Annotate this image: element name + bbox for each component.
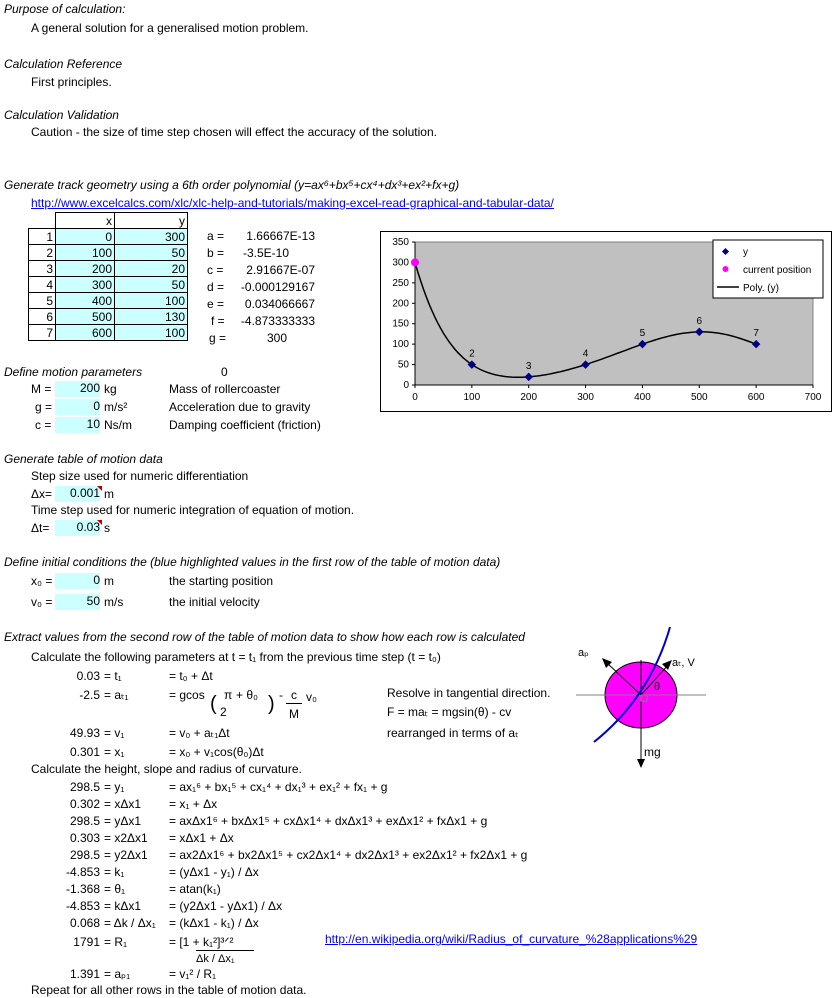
param-sym: c = (35, 418, 52, 432)
dx-sym: Δx= (31, 487, 53, 501)
y-cell[interactable]: 50 (115, 277, 188, 293)
x-tick-label: 500 (690, 392, 708, 403)
col-x-header: x (56, 213, 115, 229)
coef-label: c = (207, 263, 224, 277)
row-index: 7 (29, 325, 56, 341)
frac-m: M (289, 707, 299, 721)
y-cell[interactable]: 300 (115, 229, 188, 245)
y-cell[interactable]: 100 (115, 325, 188, 341)
coef-value: 300 (266, 331, 287, 345)
mg-arrowhead (637, 759, 645, 768)
frac-c: c (291, 688, 297, 702)
x-tick-label: 200 (520, 392, 538, 403)
row-index: 1 (29, 229, 56, 245)
row-value: 0.303 (69, 831, 100, 845)
row-equation: = atan(k₁) (169, 882, 221, 896)
row-symbol: = xΔx1 (104, 797, 142, 811)
r-denominator: Δk / Δx₁ (196, 953, 235, 965)
row-equation: = ax2Δx1⁶ + bx2Δx1⁵ + cx2Δx1⁴ + dx2Δx1³ + ex2Δx1² + fx2Δx1 + g (169, 848, 528, 862)
row-symbol: = t₁ (104, 669, 122, 683)
data-label: 5 (639, 328, 646, 340)
frac-pi: π (224, 688, 233, 702)
row-symbol: = x2Δx1 (104, 831, 148, 845)
row-equation: = ax₁⁶ + bx₁⁵ + cx₁⁴ + dx₁³ + ex₁² + fx₁ + g (169, 780, 388, 794)
table-row (29, 229, 188, 245)
row-value: 49.93 (69, 726, 100, 740)
reference-heading: Calculation Reference (4, 57, 123, 71)
row-index: 3 (29, 261, 56, 277)
motion-heading: Define motion parameters (4, 365, 143, 379)
param-unit: kg (104, 382, 117, 396)
row-value: 298.5 (69, 814, 100, 828)
force-diagram (570, 622, 720, 770)
row-index: 4 (29, 277, 56, 293)
data-label: 7 (753, 328, 759, 340)
data-label: 6 (696, 315, 703, 327)
legend-label-current: current position (743, 265, 812, 276)
frac-minus: - (279, 688, 283, 702)
row-symbol: = aₚ₁ (104, 967, 131, 981)
row-symbol: = y₁ (104, 780, 125, 794)
row-equation: = axΔx1⁶ + bxΔx1⁵ + cxΔx1⁴ + dxΔx1³ + exΔx1² + fxΔx1 + g (169, 814, 488, 828)
x-tick-label: 0 (412, 392, 418, 403)
row-value: 1791 (73, 935, 100, 949)
coef-label: a = (207, 229, 225, 243)
coef-value: -4.873333333 (240, 314, 315, 328)
mg-label: mg (644, 745, 661, 759)
row-symbol: = k₁ (104, 865, 125, 879)
row-value: -4.853 (65, 865, 100, 879)
row-symbol: = y2Δx1 (104, 848, 148, 862)
row-value: 1.391 (69, 967, 100, 981)
resolve-line1: Resolve in tangential direction. (387, 686, 551, 700)
x0-sym: x₀ = (31, 574, 53, 588)
y-cell[interactable]: 100 (115, 293, 188, 309)
dx-input[interactable]: 0.001 (55, 486, 100, 502)
row-value: 0.302 (69, 797, 100, 811)
table-row (29, 309, 188, 325)
ap-label: aₚ (578, 647, 589, 659)
x-cell[interactable]: 400 (56, 293, 115, 309)
legend-marker-current (723, 266, 729, 272)
reference-text: First principles. (31, 75, 112, 89)
param-unit: m/s² (104, 400, 128, 414)
dx-unit: m (104, 487, 114, 501)
row-symbol: = Δk / Δx₁ (104, 916, 156, 930)
row-equation: = x₀ + v₁cos(θ₀)Δt (169, 745, 264, 759)
coef-label: f = (211, 314, 225, 328)
row-equation: = gcos (169, 688, 205, 702)
coef-label: d = (207, 280, 225, 294)
bracket-left: ( (210, 693, 217, 715)
row-index: 6 (29, 309, 56, 325)
x-tick-label: 100 (463, 392, 481, 403)
coef-value: 0.034066667 (244, 297, 315, 311)
x-cell[interactable]: 100 (56, 245, 115, 261)
v0-unit: m/s (104, 595, 124, 609)
coef-value: -0.000129167 (240, 280, 315, 294)
step-text: Step size used for numeric differentiation (31, 469, 249, 483)
row-equation: = v₁² / R₁ (169, 967, 217, 981)
repeat-text: Repeat for all other rows in the table of motion data. (31, 983, 307, 997)
comment-marker[interactable] (97, 520, 102, 525)
row-equation: = (y2Δx1 - yΔx1) / Δx (169, 899, 283, 913)
track-data-table (28, 212, 188, 341)
row-equation: = x₁ + Δx (169, 797, 218, 811)
y-cell[interactable]: 50 (115, 245, 188, 261)
row-symbol: = R₁ (104, 935, 128, 949)
row-value: 298.5 (69, 848, 100, 862)
coef-label: g = (209, 331, 227, 345)
row-index: 2 (29, 245, 56, 261)
x0-desc: the starting position (169, 574, 274, 588)
x-cell[interactable]: 0 (56, 229, 115, 245)
current-position-point (411, 258, 419, 266)
table-row (29, 261, 188, 277)
r-frac-line (196, 950, 254, 951)
x-cell[interactable]: 600 (56, 325, 115, 341)
param-desc: Acceleration due to gravity (169, 400, 311, 414)
x0-input[interactable]: 0 (55, 573, 100, 589)
data-label: 4 (582, 348, 589, 360)
chart-svg (381, 232, 831, 411)
y-tick-label: 0 (403, 380, 409, 391)
at-label: aₜ, V (672, 657, 695, 669)
row-symbol: = θ₁ (104, 882, 126, 896)
dt-unit: s (104, 521, 110, 535)
x-cell[interactable]: 300 (56, 277, 115, 293)
legend-label-y: y (743, 247, 748, 258)
theta-label: θ (654, 681, 661, 693)
frac-two: 2 (220, 705, 227, 719)
y-cell[interactable]: 130 (115, 309, 188, 325)
row-equation: = xΔx1 + Δx (169, 831, 234, 845)
coef-value: 2.91667E-07 (246, 263, 315, 277)
damping-input[interactable]: 10 (55, 417, 100, 433)
validation-heading: Calculation Validation (4, 108, 119, 122)
param-sym: M = (31, 382, 52, 396)
frac-v0: v₀ (306, 690, 317, 704)
x-tick-label: 300 (577, 392, 594, 403)
gravity-input[interactable]: 0 (55, 399, 100, 415)
col-y-header: y (115, 213, 188, 229)
table-def-heading: Generate table of motion data (4, 452, 163, 466)
y-tick-label: 300 (392, 257, 409, 269)
row-equation: = [1 + k₁²]³ᐟ² (169, 935, 234, 949)
wiki-link[interactable]: http://en.wikipedia.org/wiki/Radius_of_curvature_%28applications%29 (325, 932, 698, 946)
v0-sym: v₀ = (31, 595, 53, 609)
dt-sym: Δt= (31, 521, 50, 535)
row-symbol: = x₁ (104, 745, 125, 759)
table-row (29, 245, 188, 261)
frac-theta: + θ₀ (236, 688, 258, 702)
param-sym: g = (35, 400, 53, 414)
x-tick-label: 400 (634, 392, 651, 403)
bracket-right: ) (268, 693, 275, 715)
row-symbol: = aₜ₁ (104, 688, 129, 702)
at-arrowhead (662, 660, 672, 670)
extract-heading: Extract values from the second row of the table of motion data to show how each row is calculated (4, 630, 525, 644)
row-value: 0.301 (69, 745, 100, 759)
motion-zero: 0 (221, 365, 228, 379)
y-cell[interactable]: 20 (115, 261, 188, 277)
row-value: 0.068 (69, 916, 100, 930)
resolve-line3: rearranged in terms of aₜ (387, 726, 519, 740)
table-row (29, 277, 188, 293)
coef-value: 1.66667E-13 (246, 229, 315, 243)
v0-input[interactable]: 50 (55, 594, 100, 610)
calc-text: Calculate the following parameters at t = t₁ from the previous time step (t = t₀) (31, 650, 441, 664)
calc2-text: Calculate the height, slope and radius of curvature. (31, 762, 302, 776)
time-text: Time step used for numeric integration of equation of motion. (31, 503, 355, 517)
row-symbol: = v₁ (104, 726, 125, 740)
x-cell[interactable]: 500 (56, 309, 115, 325)
row-equation: = v₀ + aₜ₁Δt (169, 726, 230, 740)
data-label: 3 (525, 360, 532, 372)
row-equation: = (yΔx1 - y₁) / Δx (169, 865, 259, 879)
frac-line (286, 703, 302, 704)
purpose-text: A general solution for a generalised motion problem. (31, 21, 309, 35)
y-tick-label: 100 (392, 339, 409, 351)
mass-input[interactable]: 200 (55, 381, 100, 397)
table-row (29, 325, 188, 341)
resolve-line2: F = maₜ = mgsin(θ) - cv (387, 705, 512, 719)
row-symbol: = kΔx1 (104, 899, 142, 913)
coef-label: b = (207, 246, 225, 260)
row-equation: = (kΔx1 - k₁) / Δx (169, 916, 259, 930)
row-value: -4.853 (65, 899, 100, 913)
x0-unit: m (104, 574, 114, 588)
coef-label: e = (207, 297, 225, 311)
param-desc: Damping coefficient (friction) (169, 418, 321, 432)
row-value: 298.5 (69, 780, 100, 794)
track-chart[interactable] (380, 231, 832, 412)
row-value: -1.368 (65, 882, 100, 896)
track-heading: Generate track geometry using a 6th order polynomial (y=ax⁶+bx⁵+cx⁴+dx³+ex²+fx+g) (4, 178, 460, 192)
y-tick-label: 250 (392, 277, 409, 289)
y-tick-label: 150 (392, 318, 409, 330)
comment-marker[interactable] (97, 486, 102, 491)
initial-heading: Define initial conditions the (blue highlighted values in the first row of the table of motion data) (4, 555, 501, 569)
table-row (29, 293, 188, 309)
row-equation: = t₀ + Δt (169, 669, 213, 683)
y-tick-label: 350 (392, 237, 409, 248)
row-value: 0.03 (76, 669, 100, 683)
param-desc: Mass of rollercoaster (169, 382, 281, 396)
track-link[interactable]: http://www.excelcalcs.com/xlc/xlc-help-and-tutorials/making-excel-read-graphical-and-tabular-data/ (31, 196, 554, 210)
v0-desc: the initial velocity (169, 595, 260, 609)
validation-text: Caution - the size of time step chosen will effect the accuracy of the solution. (31, 125, 437, 139)
data-label: 2 (469, 348, 475, 360)
x-cell[interactable]: 200 (56, 261, 115, 277)
coef-value: -3.5E-10 (242, 246, 289, 260)
x-tick-label: 600 (747, 392, 765, 403)
x-tick-label: 700 (804, 392, 822, 403)
purpose-heading: Purpose of calculation: (4, 2, 126, 16)
row-index: 5 (29, 293, 56, 309)
legend-label-poly: Poly. (y) (743, 283, 779, 294)
row-value: -2.5 (79, 688, 100, 702)
y-tick-label: 200 (392, 298, 409, 310)
y-tick-label: 50 (397, 359, 409, 371)
param-unit: Ns/m (104, 418, 132, 432)
row-symbol: = yΔx1 (104, 814, 142, 828)
dt-input[interactable]: 0.03 (55, 520, 100, 536)
